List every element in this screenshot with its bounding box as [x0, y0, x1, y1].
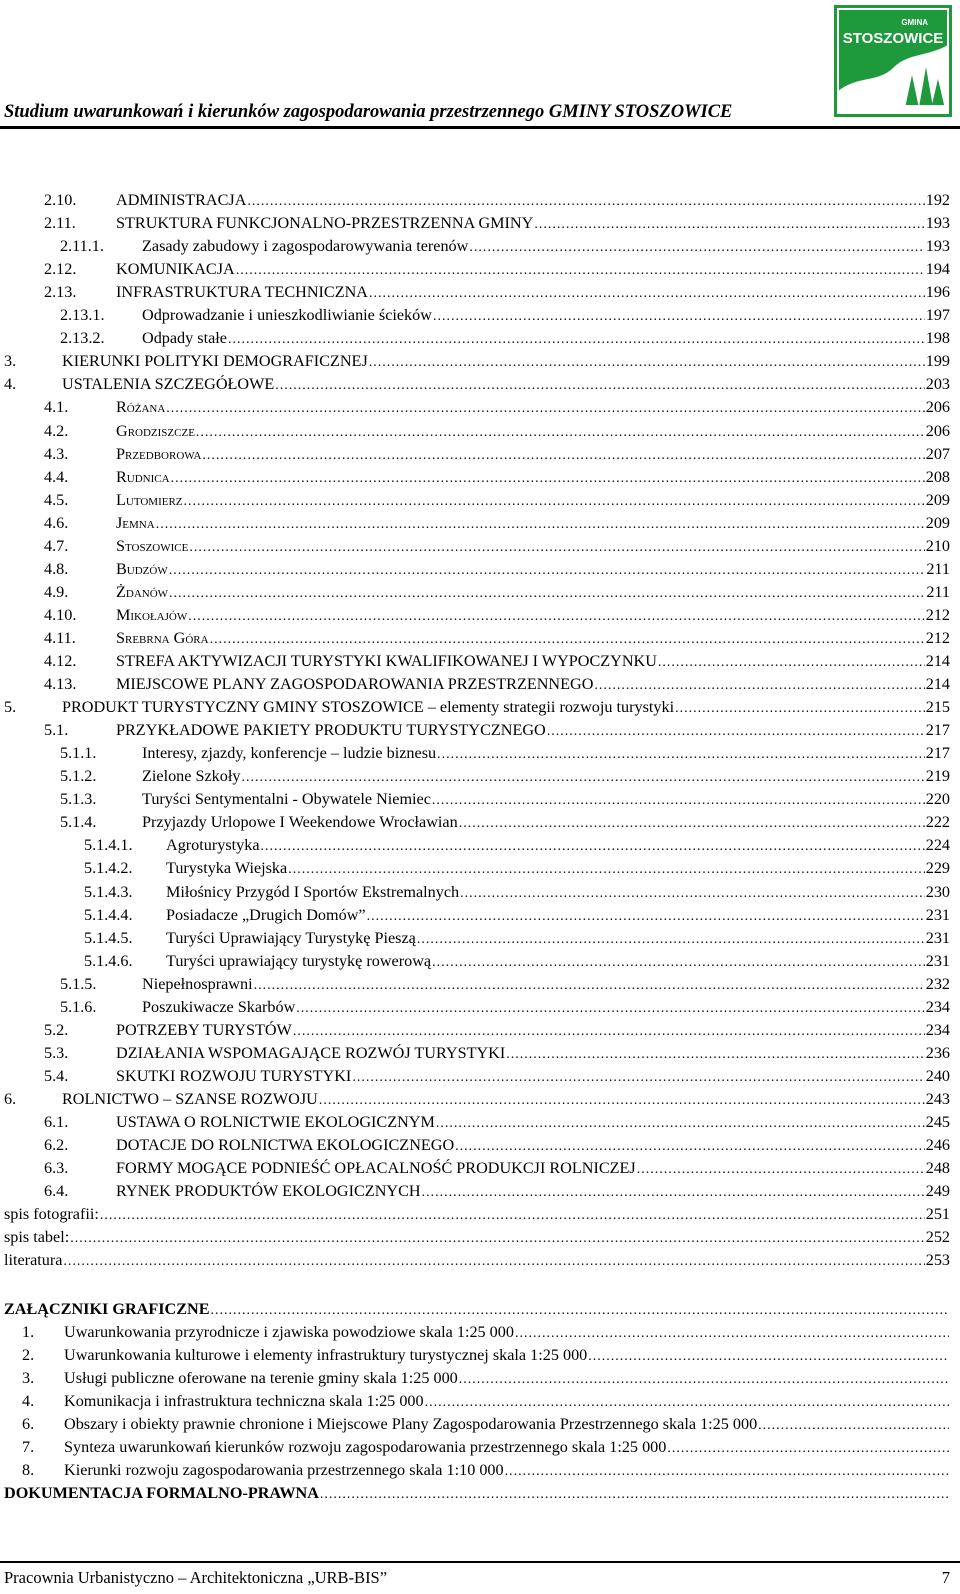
toc-entry-title: Turyści uprawiający turystykę rowerową: [166, 951, 432, 970]
toc-entry[interactable]: [84, 880, 950, 904]
toc-entry-title: Miłośnicy Przygód I Sportów Ekstremalnych: [166, 882, 460, 901]
toc-entry-title: INFRASTRUKTURA TECHNICZNA: [116, 283, 368, 302]
toc-entry-title: Odprowadzanie i unieszkodliwianie ścieków: [142, 306, 432, 325]
toc-entry-number: 5.1.4.: [60, 813, 97, 832]
toc-entry-page: 212: [925, 628, 950, 647]
svg-text:GMINA: GMINA: [901, 18, 928, 27]
toc-entry-page: 193: [925, 237, 950, 256]
toc-entry-number: 4.12.: [44, 652, 77, 670]
toc-entry-number: 5.1.4.1.: [84, 836, 133, 855]
toc-entry-title: literatura: [4, 1251, 63, 1270]
toc-entry[interactable]: [44, 1110, 950, 1134]
toc-entry-title: Posiadacze „Drugich Domów”: [166, 905, 366, 924]
toc-entry-title: Żdanów: [116, 582, 169, 601]
toc-entry-number: 6.: [22, 1414, 35, 1433]
toc-entry-number: 5.4.: [44, 1066, 69, 1085]
toc-entry-title: STREFA AKTYWIZACJI TURYSTYKI KWALIFIKOWANEJ I WYPOCZYNKU: [116, 652, 657, 670]
toc-entry-title: Grodziszcze: [116, 421, 195, 440]
toc-entry-title: Usługi publiczne oferowane na terenie gminy skala 1:25 000: [64, 1368, 458, 1387]
toc-entry[interactable]: [84, 856, 950, 880]
toc-entry-page: 230: [925, 882, 950, 901]
toc-entry[interactable]: [60, 234, 950, 258]
toc-entry[interactable]: [44, 488, 950, 512]
toc-entry-number: 4.5.: [44, 490, 69, 509]
toc-entry-number: 4.: [4, 375, 17, 394]
toc-entry-page: 211: [926, 582, 950, 601]
toc-entry[interactable]: [44, 465, 950, 489]
toc-entry-number: 5.1.4.2.: [84, 859, 133, 878]
toc-entry[interactable]: [44, 442, 950, 466]
toc-entry[interactable]: [4, 1202, 950, 1226]
toc-entry-number: 5.1.4.5.: [84, 928, 133, 947]
toc-entry-number: 3.: [22, 1368, 35, 1387]
toc-entry[interactable]: [22, 1389, 950, 1413]
toc-entry-number: 5.1.4.6.: [84, 951, 133, 970]
toc-entry[interactable]: [60, 326, 950, 350]
toc-entry[interactable]: [4, 1297, 950, 1321]
toc-entry-title: Obszary i obiekty prawnie chronione i Miejscowe Plany Zagospodarowania Przestrzennego skala 1:25 000: [64, 1414, 758, 1433]
toc-entry-page: 197: [925, 306, 950, 325]
toc-entry[interactable]: [84, 903, 950, 927]
toc-entry[interactable]: [60, 741, 950, 765]
toc-entry[interactable]: [4, 1087, 950, 1111]
toc-entry-number: 5.1.6.: [60, 997, 97, 1016]
toc-entry-page: 231: [925, 951, 950, 970]
toc-entry-number: 6.2.: [44, 1136, 69, 1155]
toc-entry[interactable]: [60, 764, 950, 788]
toc-dot-leader: [320, 1483, 949, 1507]
toc-entry-number: 2.12.: [44, 260, 77, 279]
toc-entry[interactable]: [44, 280, 950, 304]
toc-entry-title: FORMY MOGĄCE PODNIEŚĆ OPŁACALNOŚĆ PRODUKCJI ROLNICZEJ: [116, 1159, 636, 1178]
toc-entry-title: DOTACJE DO ROLNICTWA EKOLOGICZNEGO: [116, 1136, 455, 1155]
toc-entry-page: 232: [925, 974, 950, 993]
toc-entry-page: 229: [925, 859, 950, 878]
toc-entry-number: 5.1.2.: [60, 767, 97, 786]
toc-entry[interactable]: [44, 649, 950, 673]
toc-entry-title: spis tabel:: [4, 1228, 70, 1247]
toc-entry-page: 193: [925, 214, 950, 233]
toc-entry-page: 236: [925, 1043, 950, 1062]
toc-entry-number: 1.: [22, 1322, 35, 1341]
toc-entry-title: Odpady stałe: [142, 329, 227, 348]
toc-entry-title: USTALENIA SZCZEGÓŁOWE: [62, 375, 275, 394]
toc-entry-title: Synteza uwarunkowań kierunków rozwoju zagospodarowania przestrzennego skala 1:25 000: [64, 1438, 667, 1456]
toc-entry-page: 252: [925, 1228, 950, 1247]
toc-entry-number: 5.2.: [44, 1020, 69, 1039]
toc-entry-number: 4.3.: [44, 444, 69, 463]
toc-entry-number: 4.: [22, 1391, 35, 1410]
toc-entry-page: 206: [925, 421, 950, 440]
toc-entry-number: 2.13.2.: [60, 329, 105, 348]
toc-entry-page: 231: [925, 928, 950, 947]
toc-entry-page: 203: [925, 375, 950, 394]
toc-entry-number: 2.10.: [44, 191, 77, 209]
toc-entry-page: 211: [926, 559, 950, 578]
toc-entry-page: 207: [925, 444, 950, 463]
toc-entry[interactable]: [4, 349, 950, 373]
header-divider: [0, 126, 960, 129]
toc-entry-page: 222: [925, 813, 950, 832]
toc-entry[interactable]: [44, 1133, 950, 1157]
toc-entry-number: 8.: [22, 1461, 35, 1480]
toc-entry-page: 209: [925, 513, 950, 532]
toc-entry-title: Budzów: [116, 559, 168, 578]
toc-entry-number: 4.1.: [44, 398, 69, 417]
toc-entry[interactable]: [44, 580, 950, 604]
toc-entry-number: 4.13.: [44, 675, 77, 694]
toc-entry[interactable]: [44, 672, 950, 696]
toc-entry-page: 246: [925, 1136, 950, 1155]
toc-entry-title: KIERUNKI POLITYKI DEMOGRAFICZNEJ: [62, 352, 368, 371]
toc-entry-number: 5.1.4.3.: [84, 882, 133, 901]
toc-entry[interactable]: [44, 1179, 950, 1203]
toc-entry-page: 240: [925, 1066, 950, 1085]
toc-entry[interactable]: [60, 303, 950, 327]
toc-entry-title: DZIAŁANIA WSPOMAGAJĄCE ROZWÓJ TURYSTYKI: [116, 1043, 506, 1062]
toc-entry-page: 234: [925, 997, 950, 1016]
toc-entry-page: 245: [925, 1113, 950, 1131]
toc-entry-number: 2.13.: [44, 283, 77, 302]
toc-entry[interactable]: [44, 603, 950, 627]
toc-entry-title: Zielone Szkoły: [142, 767, 241, 786]
toc-entry-title: DOKUMENTACJA FORMALNO-PRAWNA: [4, 1484, 319, 1503]
toc-entry-number: 2.11.: [44, 214, 76, 233]
toc-entry[interactable]: [4, 1225, 950, 1249]
toc-entry[interactable]: [22, 1320, 950, 1344]
toc-entry[interactable]: [84, 926, 950, 950]
toc-entry-title: Przyjazdy Urlopowe I Weekendowe Wrocławian: [142, 813, 458, 832]
toc-entry-page: 234: [925, 1020, 950, 1039]
toc-entry[interactable]: [4, 1248, 950, 1272]
toc-entry-page: 196: [925, 283, 950, 302]
toc-entry-title: Turyści Sentymentalni - Obywatele Niemiec: [142, 790, 431, 809]
toc-entry[interactable]: [44, 511, 950, 535]
toc-entry-title: Mikołajów: [116, 605, 188, 624]
toc-entry[interactable]: [44, 1064, 950, 1088]
toc-entry-page: 248: [925, 1159, 950, 1178]
toc-entry-number: 7.: [22, 1438, 35, 1456]
footer-organization: Pracownia Urbanistyczno – Architektoniczna „URB-BIS”: [4, 1568, 388, 1587]
toc-entry-title: PRODUKT TURYSTYCZNY GMINY STOSZOWICE – elementy strategii rozwoju turystyki: [62, 698, 675, 717]
toc-entry-title: Srebrna Góra: [116, 628, 209, 647]
toc-entry-number: 2.13.1.: [60, 306, 105, 325]
toc-entry[interactable]: [44, 188, 950, 212]
toc-entry-number: 6.3.: [44, 1159, 69, 1178]
toc-entry[interactable]: [44, 211, 950, 235]
toc-entry[interactable]: [44, 395, 950, 419]
toc-entry[interactable]: [60, 787, 950, 811]
toc-entry-number: 5.: [4, 698, 17, 717]
toc-entry[interactable]: [44, 419, 950, 443]
gmina-logo: [834, 5, 952, 117]
toc-entry-title: Stoszowice: [116, 536, 189, 555]
toc-entry[interactable]: [60, 995, 950, 1019]
toc-entry-number: 3.: [4, 352, 17, 371]
toc-entry-number: 5.1.3.: [60, 790, 97, 809]
toc-entry-title: Uwarunkowania przyrodnicze i zjawiska powodziowe skala 1:25 000: [64, 1322, 514, 1341]
toc-entry-number: 4.11.: [44, 628, 76, 647]
toc-entry-number: 6.: [4, 1089, 17, 1108]
toc-entry-number: 6.4.: [44, 1182, 69, 1201]
toc-entry-number: 5.3.: [44, 1043, 69, 1062]
toc-entry[interactable]: [60, 972, 950, 996]
toc-entry[interactable]: [22, 1435, 950, 1459]
toc-entry-page: 243: [925, 1089, 950, 1108]
toc-entry[interactable]: [44, 257, 950, 281]
toc-entry-title: KOMUNIKACJA: [116, 260, 235, 279]
toc-entry-page: 217: [925, 744, 950, 763]
toc-entry-title: Zasady zabudowy i zagospodarowywania terenów: [142, 237, 469, 256]
toc-entry-title: spis fotografii:: [4, 1205, 99, 1224]
toc-entry-title: ADMINISTRACJA: [116, 191, 247, 209]
toc-entry-page: 212: [925, 605, 950, 624]
toc-entry-page: 194: [925, 260, 950, 279]
toc-entry[interactable]: [44, 534, 950, 558]
toc-entry-number: 4.10.: [44, 605, 77, 624]
document-header-title: Studium uwarunkowań i kierunków zagospodarowania przestrzennego GMINY STOSZOWICE: [4, 102, 733, 122]
footer-divider: [0, 1561, 960, 1563]
toc-entry-page: 209: [925, 490, 950, 509]
toc-entry-title: Jemna: [116, 513, 155, 532]
toc-entry-title: Komunikacja i infrastruktura techniczna skala 1:25 000: [64, 1391, 424, 1410]
toc-dot-leader: [63, 1250, 924, 1274]
toc-entry[interactable]: [44, 718, 950, 742]
toc-entry-number: 2.11.1.: [60, 237, 104, 256]
toc-entry-number: 5.1.5.: [60, 974, 97, 993]
toc-entry-number: 4.4.: [44, 467, 69, 486]
toc-entry-title: Uwarunkowania kulturowe i elementy infrastruktury turystycznej skala 1:25 000: [64, 1345, 588, 1364]
toc-entry-number: 2.: [22, 1345, 35, 1364]
toc-entry[interactable]: [44, 557, 950, 581]
toc-entry-page: 231: [925, 905, 950, 924]
toc-entry-title: POTRZEBY TURYSTÓW: [116, 1020, 292, 1039]
toc-entry[interactable]: [44, 1018, 950, 1042]
toc-entry[interactable]: [44, 626, 950, 650]
toc-entry-title: Turystyka Wiejska: [166, 859, 288, 878]
toc-entry-title: PRZYKŁADOWE PAKIETY PRODUKTU TURYSTYCZNEGO: [116, 721, 546, 740]
toc-entry-number: 5.1.: [44, 721, 69, 740]
toc-entry[interactable]: [4, 695, 950, 719]
toc-entry[interactable]: [22, 1366, 950, 1390]
toc-entry-page: 214: [925, 652, 950, 670]
toc-entry[interactable]: [4, 1481, 950, 1505]
toc-entry-title: ZAŁĄCZNIKI GRAFICZNE: [4, 1299, 210, 1318]
toc-entry-page: 199: [925, 352, 950, 371]
toc-entry-page: 217: [925, 721, 950, 740]
toc-entry-page: 192: [925, 191, 950, 209]
toc-entry-title: Lutomierz: [116, 490, 183, 509]
toc-entry-page: 214: [925, 675, 950, 694]
toc-entry[interactable]: [84, 949, 950, 973]
toc-entry[interactable]: [84, 833, 950, 857]
toc-entry-title: ROLNICTWO – SZANSE ROZWOJU: [62, 1089, 318, 1108]
toc-entry-title: MIEJSCOWE PLANY ZAGOSPODAROWANIA PRZESTRZENNEGO: [116, 675, 594, 694]
toc-entry-page: 224: [925, 836, 950, 855]
toc-entry-title: Różana: [116, 398, 166, 417]
toc-entry-title: STRUKTURA FUNKCJONALNO-PRZESTRZENNA GMINY: [116, 214, 534, 233]
toc-entry-page: 206: [925, 398, 950, 417]
toc-entry-page: 249: [925, 1182, 950, 1201]
toc-entry-title: Poszukiwacze Skarbów: [142, 997, 296, 1016]
toc-entry-number: 5.1.1.: [60, 744, 97, 763]
toc-entry-number: 4.9.: [44, 582, 69, 601]
toc-entry[interactable]: [4, 372, 950, 396]
toc-entry-page: 219: [925, 767, 950, 786]
toc-entry-title: SKUTKI ROZWOJU TURYSTYKI: [116, 1066, 352, 1085]
toc-entry-title: Kierunki rozwoju zagospodarowania przestrzennego skala 1:10 000: [64, 1461, 504, 1480]
toc-entry[interactable]: [22, 1412, 950, 1436]
toc-entry[interactable]: [60, 810, 950, 834]
toc-entry-title: Niepełnosprawni: [142, 974, 253, 993]
toc-entry-title: Agroturystyka: [166, 836, 260, 855]
toc-entry-number: 4.7.: [44, 536, 69, 555]
toc-entry[interactable]: [44, 1156, 950, 1180]
toc-entry-page: 198: [925, 329, 950, 348]
toc-entry[interactable]: [22, 1343, 950, 1367]
toc-entry-page: 220: [925, 790, 950, 809]
toc-entry-number: 4.8.: [44, 559, 69, 578]
toc-entry-title: USTAWA O ROLNICTWIE EKOLOGICZNYM: [116, 1113, 435, 1131]
toc-entry-number: 5.1.4.4.: [84, 905, 133, 924]
toc-entry-number: 4.2.: [44, 421, 69, 440]
toc-entry-page: 251: [925, 1205, 950, 1224]
toc-entry-title: RYNEK PRODUKTÓW EKOLOGICZNYCH: [116, 1182, 421, 1201]
toc-entry-title: Rudnica: [116, 467, 170, 486]
toc-entry-page: 253: [925, 1251, 950, 1270]
toc-entry-number: 4.6.: [44, 513, 69, 532]
page-number: 7: [941, 1568, 950, 1587]
toc-entry-number: 6.1.: [44, 1113, 69, 1131]
toc-entry-page: 208: [925, 467, 950, 486]
toc-entry[interactable]: [22, 1458, 950, 1482]
toc-entry-page: 215: [925, 698, 950, 717]
toc-entry[interactable]: [44, 1041, 950, 1065]
svg-text:STOSZOWICE: STOSZOWICE: [842, 30, 944, 47]
toc-entry-title: Interesy, zjazdy, konferencje – ludzie biznesu: [142, 744, 437, 763]
toc-entry-title: Przedborowa: [116, 444, 202, 463]
toc-entry-page: 210: [925, 536, 950, 555]
logo-graphic: [834, 5, 952, 117]
toc-entry-title: Turyści Uprawiający Turystykę Pieszą: [166, 928, 416, 947]
